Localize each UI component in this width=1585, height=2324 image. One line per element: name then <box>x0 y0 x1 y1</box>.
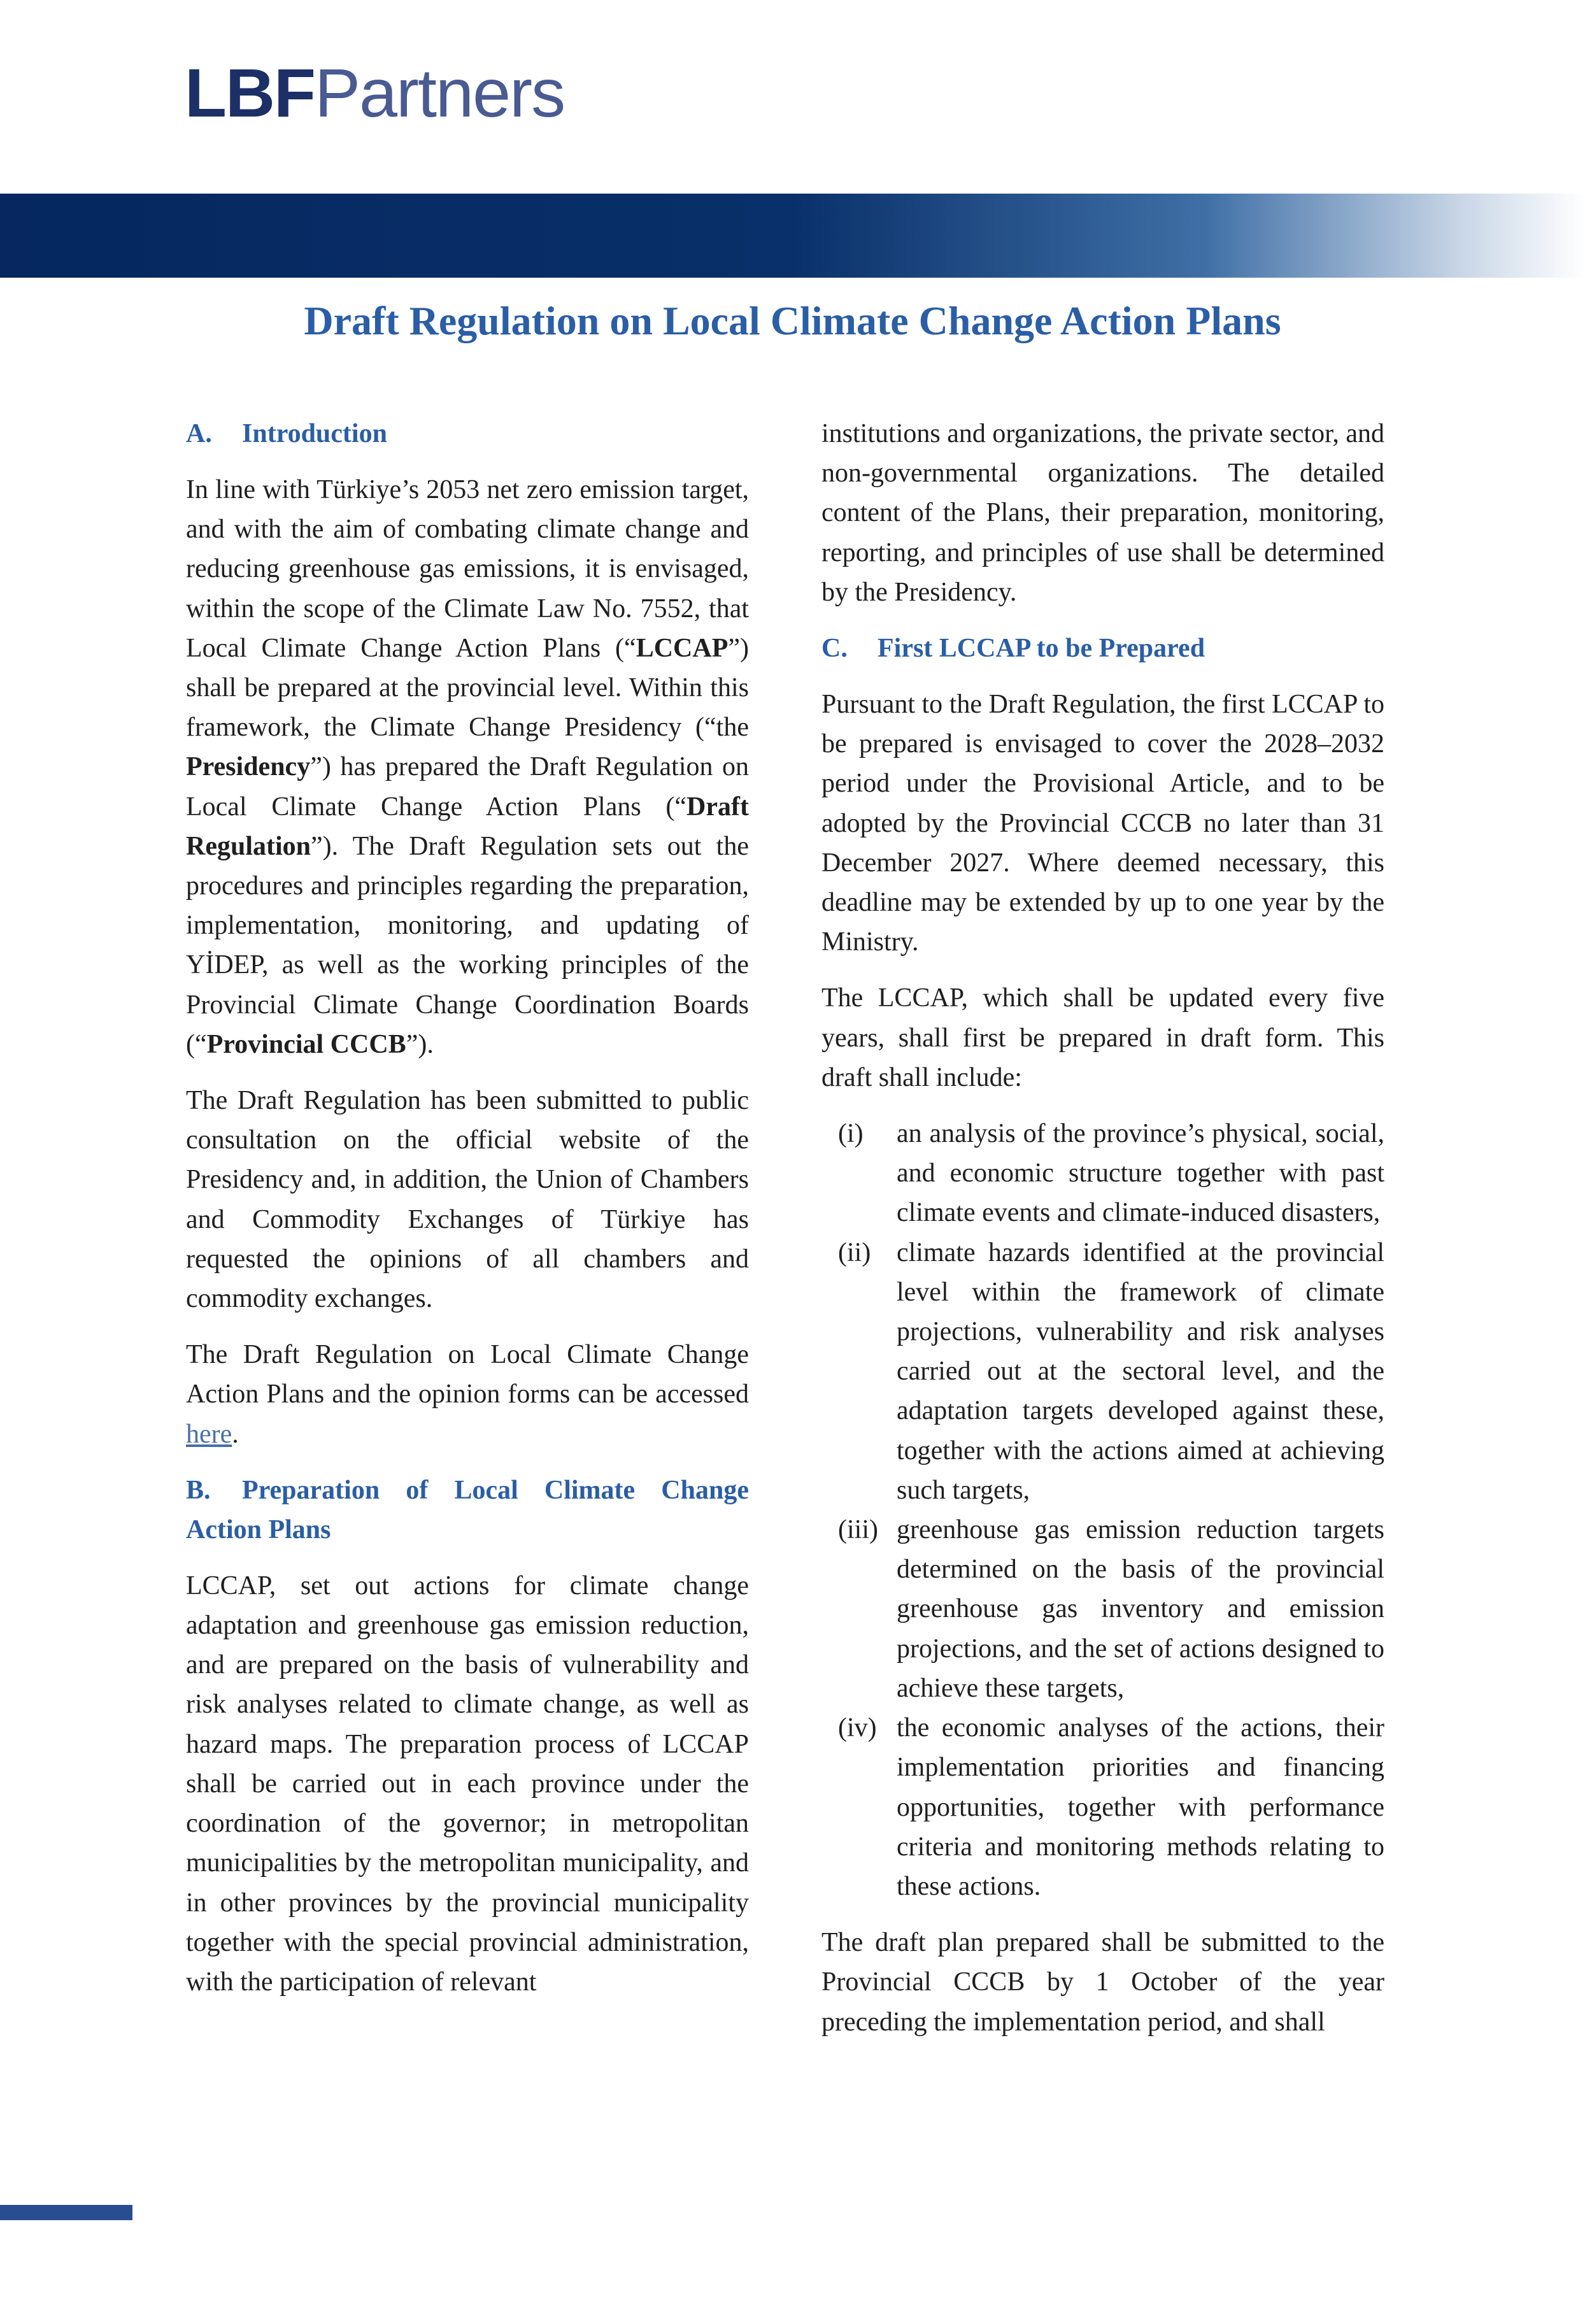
list-item-text: greenhouse gas emission reduction targets determined on the basis of the provincial greenhouse gas inventory and emission projections, and the set of actions designed to achieve these targets, <box>897 1515 1384 1703</box>
section-b-title: Preparation of Local Climate Change Action Plans <box>186 1475 749 1544</box>
preparation-paragraph: LCCAP, set out actions for climate change adaptation and greenhouse gas emission reduction, and are prepared on the basis of vulnerability and risk analyses related to climate change, as well as hazard maps. The preparation process of LCCAP shall be carried out in each province under the coordination of the governor; in metropolitan municipalities by the metropolitan municipality, and in other provinces by the provincial municipality together with the special provincial administration, with the participation of relevant <box>186 1571 749 1997</box>
list-item <box>821 1510 1384 1708</box>
section-a-title: Introduction <box>242 419 387 448</box>
list-item <box>821 1233 1384 1510</box>
section-c-heading <box>821 629 1384 668</box>
company-logo <box>185 54 565 131</box>
logo-partners: Partners <box>314 54 565 131</box>
list-marker: (ii) <box>838 1237 871 1267</box>
logo-lbf: LBF <box>185 54 315 131</box>
list-marker: (iii) <box>838 1515 878 1545</box>
list-item-text: an analysis of the province’s physical, social, and economic structure together with past climate events and climate-induced disasters, <box>897 1119 1384 1228</box>
term-draft-regulation: Draft Regulation <box>186 792 749 861</box>
draft-contents-list <box>821 1114 1384 1906</box>
intro-paragraph-1 <box>186 470 749 1064</box>
access-text: The Draft Regulation on Local Climate Change Action Plans and the opinion forms can be accessed <box>186 1340 749 1409</box>
intro-text-3: ”) has prepared the Draft Regulation on Local Climate Change Action Plans (“ <box>186 752 749 822</box>
list-item-text: climate hazards identified at the provincial level within the framework of climate projections, vulnerability and risk analyses carried out at the sectoral level, and the adaptation targets developed against these, together with the actions aimed at achieving such targets, <box>897 1237 1384 1505</box>
list-marker: (i) <box>838 1119 864 1149</box>
section-b-heading <box>186 1471 749 1550</box>
preparation-paragraph-continued: institutions and organizations, the private sector, and non-governmental organizations. The detailed content of the Plans, their preparation, monitoring, reporting, and principles of use shall be determined by the Presidency. <box>821 419 1385 607</box>
list-item <box>821 1708 1384 1906</box>
list-item <box>821 1114 1384 1233</box>
section-a-letter: A. <box>186 419 212 448</box>
section-a-heading <box>186 414 749 453</box>
section-c-title: First LCCAP to be Prepared <box>878 634 1205 664</box>
access-text-end: . <box>232 1419 239 1449</box>
first-lccap-paragraph-3: The draft plan prepared shall be submitted to the Provincial CCCB by 1 October of the year preceding the implementation period, and shall <box>821 1928 1384 2037</box>
footer-accent-bar <box>0 2205 132 2220</box>
term-lccap: LCCAP <box>636 633 729 663</box>
intro-text-1: In line with Türkiye’s 2053 net zero emission target, and with the aim of combating climate change and reducing greenhouse gas emissions, it is envisaged, within the scope of the Climate Law No. 7552, that Local Climate Change Action Plans (“ <box>186 475 749 663</box>
intro-paragraph-2: The Draft Regulation has been submitted to public consultation on the official website of the Presidency and, in addition, the Union of Chambers and Commodity Exchanges of Türkiye has requested the opinions of all chambers and commodity exchanges. <box>186 1086 749 1314</box>
first-lccap-paragraph-2: The LCCAP, which shall be updated every five years, shall first be prepared in draft form. This draft shall include: <box>821 983 1384 1092</box>
section-c-letter: C. <box>821 634 848 664</box>
document-title: Draft Regulation on Local Climate Change Action Plans <box>304 298 1281 343</box>
intro-text-4: ”). The Draft Regulation sets out the procedures and principles regarding the preparation, implementation, monitoring, and updating of YİDEP, as well as the working principles of the Provincial Climate Change Coordination Boards (“ <box>186 831 749 1059</box>
list-marker: (iv) <box>838 1713 877 1743</box>
intro-paragraph-3 <box>186 1335 749 1454</box>
term-presidency: Presidency <box>186 752 311 782</box>
here-link[interactable]: here <box>186 1419 232 1449</box>
header-banner <box>0 194 1585 278</box>
first-lccap-paragraph-1: Pursuant to the Draft Regulation, the first LCCAP to be prepared is envisaged to cover the 2028–2032 period under the Provisional Article, and to be adopted by the Provincial CCCB no later than 31 December 2027. Where deemed necessary, this deadline may be extended by up to one year by the Ministry. <box>821 690 1384 957</box>
section-b-letter: B. <box>186 1475 211 1505</box>
intro-text-5: ”). <box>406 1029 434 1059</box>
left-column <box>186 414 749 2018</box>
intro-text-2: ”) shall be prepared at the provincial level. Within this framework, the Climate Change Presidency (“the <box>186 633 749 743</box>
right-column <box>821 414 1384 2058</box>
term-provincial-cccb: Provincial CCCB <box>206 1029 406 1059</box>
list-item-text: the economic analyses of the actions, their implementation priorities and financing opportunities, together with performance criteria and monitoring methods relating to these actions. <box>897 1713 1384 1901</box>
